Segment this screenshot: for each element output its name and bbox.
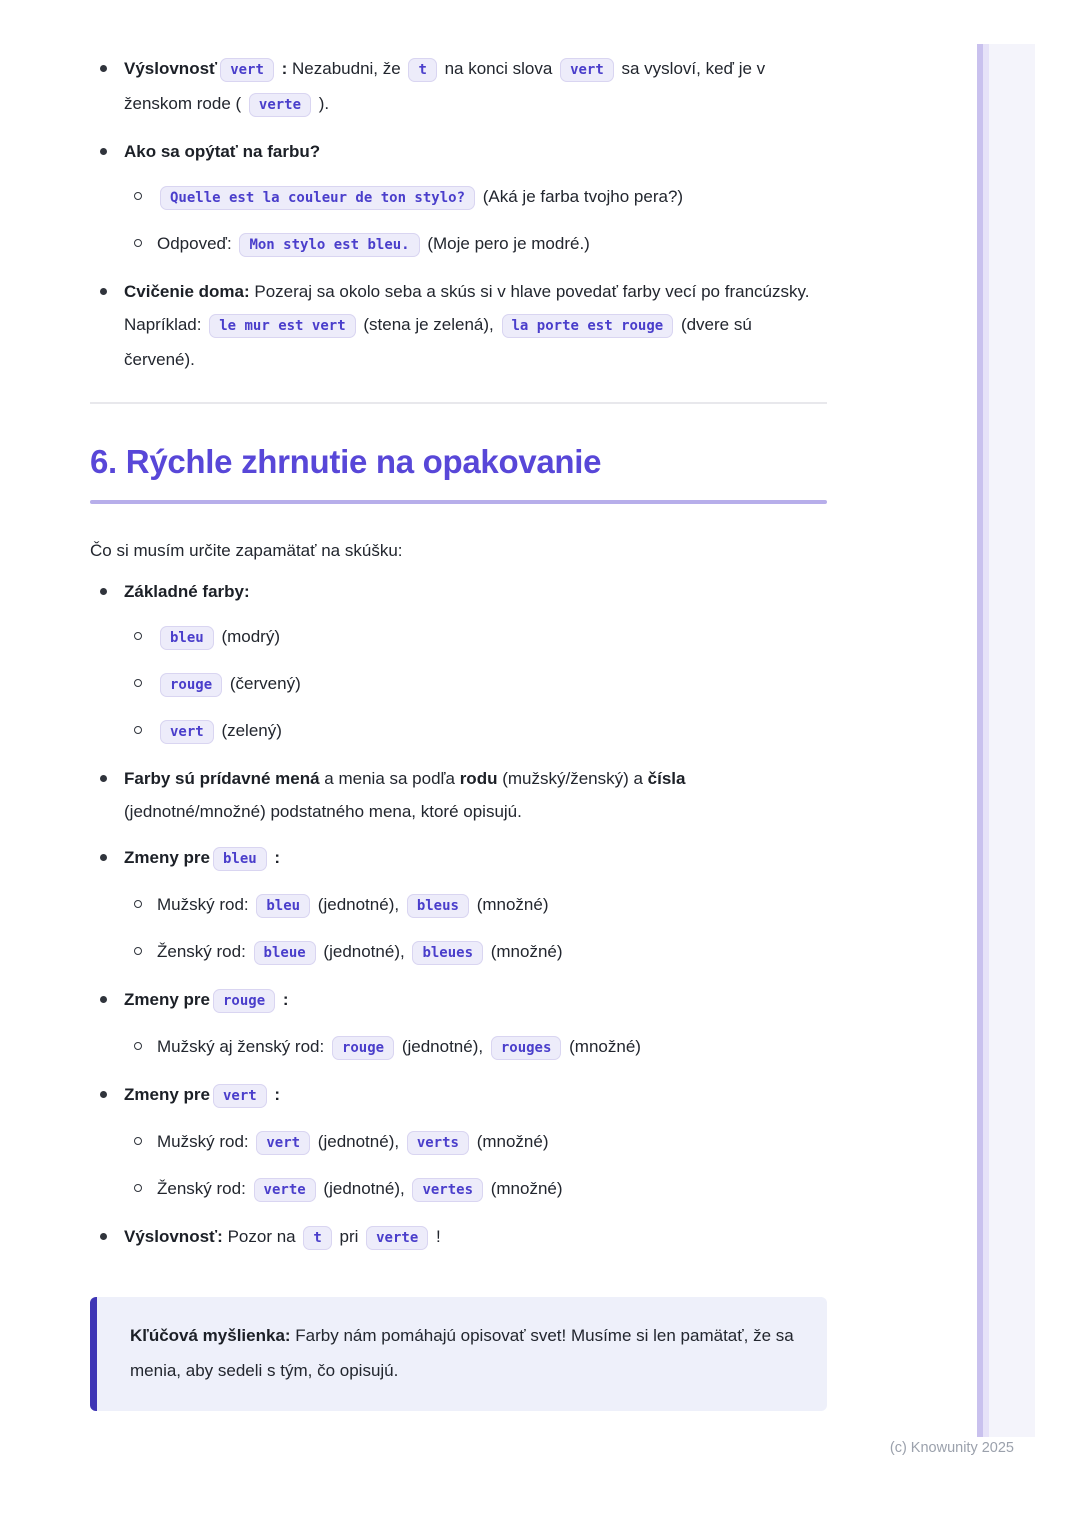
- text-run: a menia sa podľa: [319, 769, 460, 788]
- sub-list-item: [157, 935, 827, 970]
- code-chip: vert: [213, 1084, 267, 1108]
- callout-text: [130, 1318, 797, 1388]
- text-run: (červený): [225, 674, 301, 693]
- bold-text: Výslovnosť: [124, 59, 218, 78]
- text-run: Mužský rod:: [157, 1132, 254, 1151]
- code-chip: t: [303, 1226, 331, 1250]
- section-heading: 6. Rýchle zhrnutie na opakovanie: [90, 443, 602, 480]
- text-run: (jednotné),: [313, 895, 404, 914]
- code-chip: bleu: [213, 847, 267, 871]
- text-run: na konci slova: [439, 59, 558, 78]
- bold-text: :: [269, 848, 281, 867]
- list-item: [124, 135, 827, 262]
- code-chip: rouges: [491, 1036, 562, 1060]
- sub-list-item: [157, 714, 827, 749]
- list-item: [124, 575, 827, 749]
- sub-list: [124, 888, 827, 970]
- sub-list-item: [157, 227, 827, 262]
- bold-text: Farby sú prídavné mená: [124, 769, 320, 788]
- text-run: Pozor na: [222, 1227, 301, 1246]
- text-run: (množné): [564, 1037, 641, 1056]
- text-run: Ženský rod:: [157, 942, 251, 961]
- bold-text: čísla: [647, 769, 686, 788]
- code-chip: rouge: [213, 989, 275, 1013]
- list-item: [124, 1078, 827, 1207]
- text-run: (modrý): [216, 627, 280, 646]
- list-item: [124, 52, 827, 122]
- text-run: Mužský aj ženský rod:: [157, 1037, 329, 1056]
- bold-text: :: [278, 990, 289, 1009]
- code-chip: bleues: [412, 941, 483, 965]
- text-run: (jednotné),: [318, 1179, 410, 1198]
- sub-list-item: [157, 1030, 827, 1065]
- text-run: sa vysloví, keď je v ženskom rode (: [124, 59, 766, 113]
- text-run: (jednotné/množné) podstatného mena, ktoré opisujú.: [124, 802, 522, 821]
- code-chip: vert: [160, 720, 214, 744]
- text-run: Mužský rod:: [157, 895, 254, 914]
- text-run: (Aká je farba tvojho pera?): [478, 187, 684, 206]
- text-run: Pozeraj sa okolo seba a skús si v hlave povedať farby vecí po francúzsky. Napríklad:: [124, 282, 810, 334]
- code-chip: verts: [407, 1131, 469, 1155]
- code-chip: vert: [220, 58, 274, 82]
- bold-text: Ako sa opýtať na farbu?: [124, 142, 321, 161]
- text-run: (Moje pero je modré.): [422, 234, 590, 253]
- text-run: Odpoveď:: [157, 234, 237, 253]
- intro-paragraph: Čo si musím určite zapamätať na skúšku:: [90, 541, 403, 560]
- text-run: ).: [314, 94, 330, 113]
- text-run: (jednotné),: [318, 942, 410, 961]
- code-chip: vert: [560, 58, 614, 82]
- list-item: [124, 275, 827, 376]
- sub-list-item: [157, 180, 827, 215]
- code-chip: la porte est rouge: [502, 314, 674, 338]
- code-chip: Quelle est la couleur de ton stylo?: [160, 186, 475, 210]
- text-run: (jednotné),: [313, 1132, 404, 1151]
- sub-list-item: [157, 1125, 827, 1160]
- sub-list-item: [157, 620, 827, 655]
- text-run: (jednotné),: [397, 1037, 488, 1056]
- list-item: [124, 841, 827, 970]
- code-chip: vertes: [412, 1178, 483, 1202]
- code-chip: verte: [254, 1178, 316, 1202]
- code-chip: le mur est vert: [209, 314, 355, 338]
- bold-text: Zmeny pre: [124, 848, 210, 867]
- text-run: (množné): [486, 942, 563, 961]
- code-chip: verte: [366, 1226, 428, 1250]
- sub-list: [124, 1125, 827, 1207]
- text-run: (dvere sú červené).: [124, 315, 752, 369]
- sub-list-item: [157, 888, 827, 923]
- code-chip: rouge: [332, 1036, 394, 1060]
- sub-list-item: [157, 1172, 827, 1207]
- text-run: (množné): [471, 895, 549, 914]
- bold-text: :: [276, 59, 288, 78]
- bold-text: Kľúčová myšlienka:: [130, 1326, 291, 1345]
- bold-text: Cvičenie doma:: [124, 282, 250, 301]
- bold-text: Výslovnosť:: [124, 1227, 223, 1246]
- note-content: [90, 44, 827, 1411]
- bold-text: Základné farby:: [124, 582, 250, 601]
- list-item: [124, 762, 827, 828]
- text-run: (mužský/ženský) a: [497, 769, 648, 788]
- summary-bullet-list: [90, 575, 827, 1255]
- code-chip: rouge: [160, 673, 222, 697]
- scrollbar-track-inner: [983, 44, 989, 1437]
- code-chip: bleu: [256, 894, 310, 918]
- text-run: (množné): [471, 1132, 549, 1151]
- code-chip: t: [408, 58, 436, 82]
- right-side-panel[interactable]: [977, 44, 1035, 1437]
- code-chip: vert: [256, 1131, 310, 1155]
- text-run: (zelený): [216, 721, 282, 740]
- sub-list-item: [157, 667, 827, 702]
- sub-list: [124, 180, 827, 262]
- list-item: [124, 983, 827, 1065]
- text-run: (množné): [486, 1179, 563, 1198]
- section-divider: [90, 402, 827, 404]
- bold-text: Zmeny pre: [124, 1085, 210, 1104]
- sub-list: [124, 620, 827, 749]
- text-run: pri: [334, 1227, 364, 1246]
- text-run: Nezabudni, že: [287, 59, 406, 78]
- code-chip: Mon stylo est bleu.: [239, 233, 419, 257]
- sub-list: [124, 1030, 827, 1065]
- bold-text: rodu: [459, 769, 498, 788]
- bold-text: :: [269, 1085, 281, 1104]
- text-run: !: [431, 1227, 441, 1246]
- code-chip: bleus: [407, 894, 469, 918]
- notes-bullet-list: [90, 52, 827, 376]
- heading-underline: [90, 500, 827, 504]
- code-chip: bleu: [160, 626, 214, 650]
- copyright-footer: (c) Knowunity 2025: [889, 1440, 1014, 1456]
- text-run: Farby nám pomáhajú opisovať svet! Musíme si len pamätať, že sa menia, aby sedeli s tým, čo opisujú.: [130, 1326, 794, 1380]
- code-chip: verte: [249, 93, 311, 117]
- list-item: [124, 1220, 827, 1255]
- bold-text: Zmeny pre: [124, 990, 210, 1009]
- text-run: Ženský rod:: [157, 1179, 251, 1198]
- key-idea-callout: [90, 1297, 827, 1411]
- code-chip: bleue: [254, 941, 316, 965]
- text-run: (stena je zelená),: [358, 315, 499, 334]
